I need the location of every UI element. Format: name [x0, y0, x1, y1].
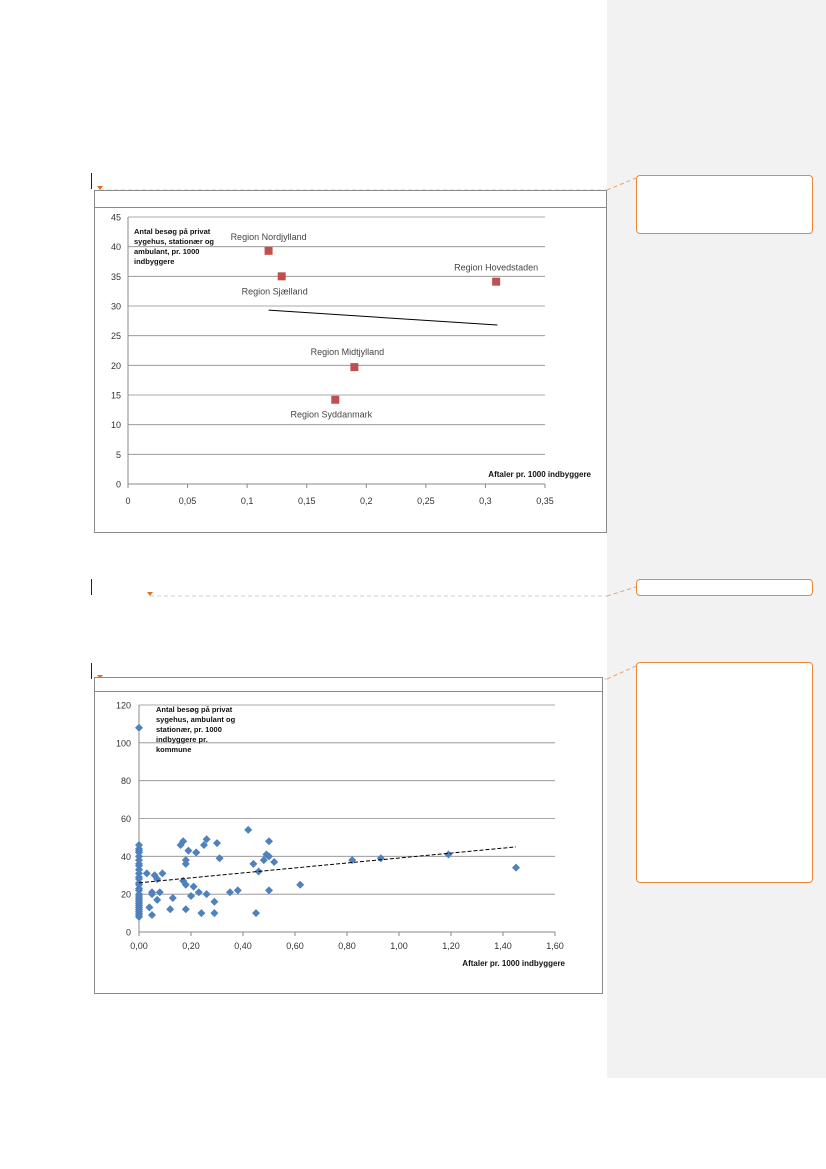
chart-1-y-axis-title: sygehus, stationær og [134, 237, 215, 246]
chart-2-point [252, 909, 260, 917]
chart-2-point [192, 849, 200, 857]
chart-1-region-scatter [94, 190, 606, 532]
chart-2-y-tick-label: 40 [120, 851, 131, 862]
comment-anchor-2[interactable] [147, 592, 153, 596]
chart-1-point [265, 247, 273, 255]
chart-2-point [203, 890, 211, 898]
chart-1-y-tick-label: 40 [110, 242, 121, 253]
chart-2-point [145, 903, 153, 911]
chart-2-point [158, 869, 166, 877]
chart-1-point-label: Region Hovedstaden [454, 262, 539, 273]
chart-1-point [331, 396, 339, 404]
chart-2-x-tick-label: 1,40 [494, 941, 512, 951]
comment-box-2[interactable] [636, 579, 813, 596]
chart-1-y-tick-label: 5 [115, 449, 121, 460]
chart-2-point [153, 896, 161, 904]
chart-1-y-tick-label: 45 [110, 212, 121, 223]
chart-1-y-tick-label: 35 [110, 271, 121, 282]
text-cursor-2 [91, 579, 92, 595]
chart-2-point [216, 854, 224, 862]
chart-1-y-axis-title: indbyggere [134, 257, 175, 266]
chart-1-point-label: Region Nordjylland [230, 231, 307, 242]
chart-2-y-tick-label: 100 [115, 738, 131, 749]
chart-2-x-tick-label: 0,60 [286, 941, 304, 951]
chart-2-municipality-scatter [94, 677, 602, 993]
chart-2-point [156, 888, 164, 896]
chart-2-point [190, 883, 198, 891]
chart-2-x-tick-label: 1,60 [546, 941, 564, 951]
chart-2-point [296, 881, 304, 889]
chart-1-x-tick-label: 0,35 [536, 496, 554, 506]
chart-1-x-axis-title: Aftaler pr. 1000 indbyggere [488, 470, 591, 479]
chart-1-y-axis-title: Antal besøg på privat [134, 227, 211, 236]
chart-2-point [210, 898, 218, 906]
chart-1-x-tick-label: 0,15 [297, 496, 316, 506]
chart-2-point [265, 886, 273, 894]
comment-pane [607, 0, 826, 1078]
chart-1-point-label: Region Sjælland [241, 286, 308, 297]
chart-2-point [135, 724, 143, 732]
chart-2-x-tick-label: 0,80 [338, 941, 356, 951]
chart-2-x-axis-title: Aftaler pr. 1000 indbyggere [462, 959, 565, 968]
chart-2-y-tick-label: 60 [120, 814, 131, 824]
chart-1-point [350, 363, 358, 371]
chart-2-x-tick-label: 1,00 [390, 941, 408, 951]
chart-2-y-tick-label: 20 [120, 889, 131, 900]
chart-2-point [197, 909, 205, 917]
chart-1-y-tick-label: 25 [110, 331, 121, 342]
chart-2-x-tick-label: 0,40 [234, 941, 252, 951]
chart-2-y-tick-label: 80 [120, 776, 131, 787]
chart-2-point [234, 886, 242, 894]
chart-2-point [166, 905, 174, 913]
chart-1-x-tick-label: 0,1 [240, 496, 254, 506]
chart-2-point [195, 888, 203, 896]
chart-2-point [377, 854, 385, 862]
chart-2-point [270, 858, 278, 866]
chart-2-point [148, 911, 156, 919]
chart-1-x-tick-label: 0,05 [178, 496, 197, 506]
chart-2-point [182, 905, 190, 913]
chart-1-x-tick-label: 0 [125, 496, 131, 506]
chart-2-point [210, 909, 218, 917]
chart-2-y-tick-label: 0 [125, 927, 131, 938]
chart-2-point [444, 850, 452, 858]
chart-2-y-axis-title: sygehus, ambulant og [156, 715, 236, 724]
chart-2-y-tick-label: 120 [115, 700, 131, 711]
chart-2-point [187, 892, 195, 900]
chart-1-point [492, 278, 500, 286]
chart-1-x-tick-label: 0,2 [360, 496, 373, 506]
chart-2-point [184, 847, 192, 855]
comment-box-3[interactable] [636, 662, 813, 883]
chart-1-y-tick-label: 15 [110, 390, 121, 401]
comment-box-1[interactable] [636, 175, 813, 234]
chart-2-point [169, 894, 177, 902]
chart-2-point [512, 864, 520, 872]
chart-1-point-label: Region Midtjylland [310, 347, 385, 358]
chart-2-x-tick-label: 1,20 [442, 941, 460, 951]
chart-2-x-tick-label: 0,20 [182, 941, 200, 951]
chart-1-trendline [269, 310, 498, 325]
chart-2-point [213, 839, 221, 847]
text-cursor-3 [91, 663, 92, 679]
chart-2-y-axis-title: stationær, pr. 1000 [156, 725, 222, 734]
chart-1-y-tick-label: 30 [110, 301, 121, 312]
chart-1-y-tick-label: 0 [115, 479, 121, 490]
chart-1-point [278, 272, 286, 280]
chart-2-point [226, 888, 234, 896]
chart-1-y-tick-label: 20 [110, 360, 121, 371]
chart-2-point [244, 826, 252, 834]
chart-1-x-tick-label: 0,25 [417, 496, 435, 506]
chart-2-point [265, 837, 273, 845]
chart-1-y-tick-label: 10 [110, 420, 121, 431]
text-cursor-1 [91, 173, 92, 189]
chart-2-point [249, 860, 257, 868]
chart-1-y-axis-title: ambulant, pr. 1000 [134, 247, 200, 256]
chart-2-point [143, 869, 151, 877]
chart-2-y-axis-title: kommune [156, 745, 192, 754]
chart-1-x-tick-label: 0,3 [479, 496, 492, 506]
chart-2-y-axis-title: Antal besøg på privat [156, 705, 233, 714]
chart-1-point-label: Region Syddanmark [290, 409, 373, 420]
chart-2-y-axis-title: indbyggere pr. [156, 735, 208, 744]
chart-2-x-tick-label: 0,00 [130, 941, 148, 951]
